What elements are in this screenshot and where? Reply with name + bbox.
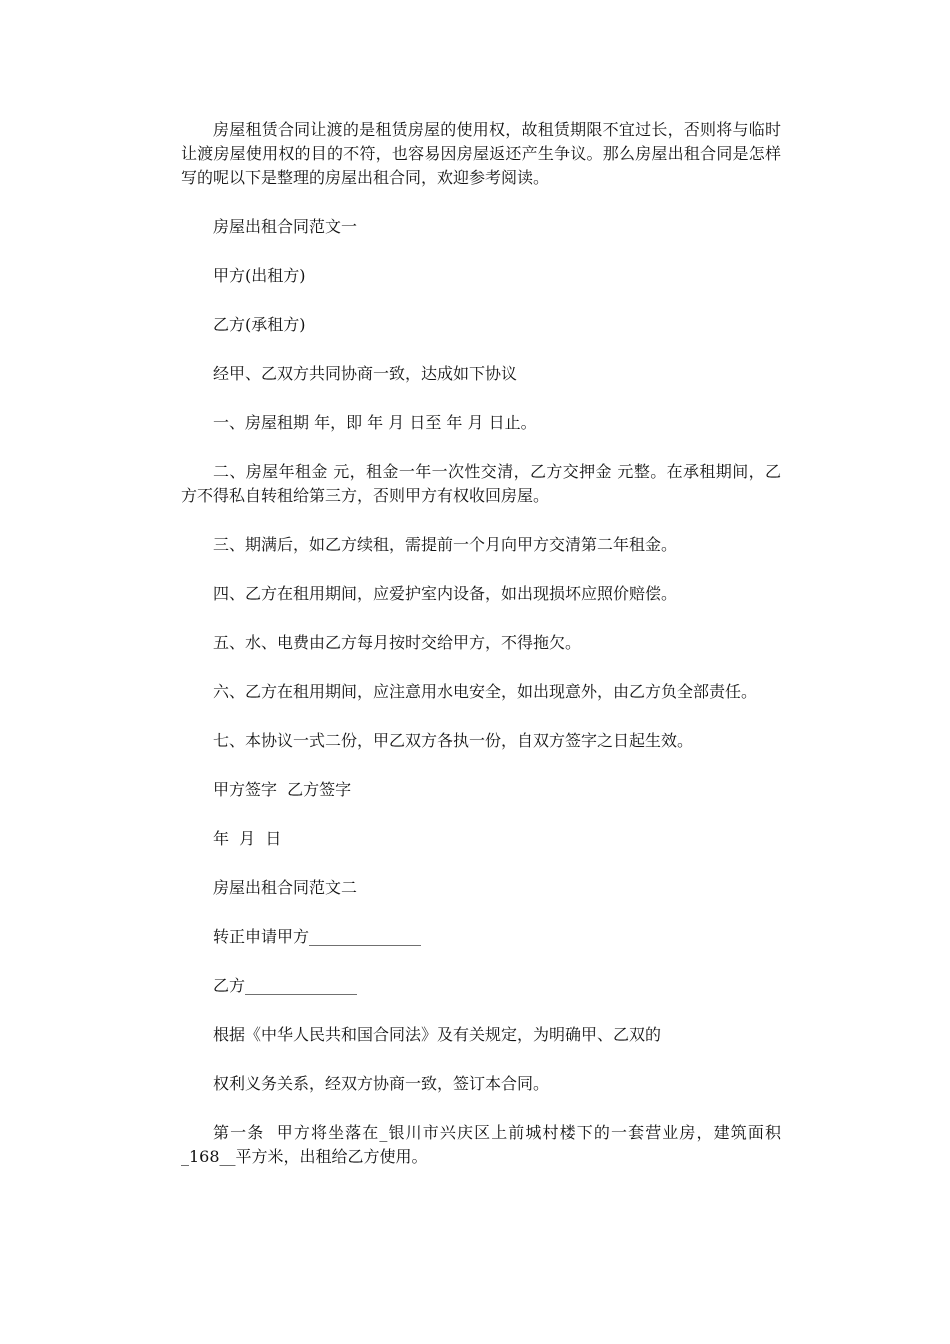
party-b-line: 乙方(承租方) bbox=[213, 315, 306, 334]
clause-seven: 七、本协议一式二份，甲乙双方各执一份，自双方签字之日起生效。 bbox=[213, 731, 694, 750]
intro-paragraph: 房屋租赁合同让渡的是租赁房屋的使用权，故租赁期限不宜过长，否则将与临时让渡房屋使用权的目的不符，也容易因房屋返还产生争议。那么房屋出租合同是怎样写的呢以下是整理的房屋出租合同，欢迎参考阅读。 bbox=[181, 120, 781, 187]
signature-line: 甲方签字 乙方签字 bbox=[213, 780, 352, 799]
party-b-fill-line: 乙方______________ bbox=[213, 976, 358, 995]
section-heading-sample-two: 房屋出租合同范文二 bbox=[213, 878, 358, 897]
party-a-line: 甲方(出租方) bbox=[213, 266, 306, 285]
legal-basis-line: 根据《中华人民共和国合同法》及有关规定，为明确甲、乙双的 bbox=[213, 1025, 662, 1044]
clause-one: 一、房屋租期 年，即 年 月 日至 年 月 日止。 bbox=[213, 413, 537, 432]
party-a-fill-line: 转正申请甲方______________ bbox=[213, 927, 422, 946]
contract-purpose-line: 权利义务关系，经双方协商一致，签订本合同。 bbox=[213, 1074, 550, 1093]
article-one: 第一条 甲方将坐落在_银川市兴庆区上前城村楼下的一套营业房，建筑面积_168__平方米，出租给乙方使用。 bbox=[181, 1123, 781, 1166]
clause-six: 六、乙方在租用期间，应注意用水电安全，如出现意外，由乙方负全部责任。 bbox=[213, 682, 758, 701]
document-page bbox=[181, 118, 781, 1194]
date-line: 年 月 日 bbox=[213, 829, 282, 848]
agreement-preamble: 经甲、乙双方共同协商一致，达成如下协议 bbox=[213, 364, 518, 383]
clause-five: 五、水、电费由乙方每月按时交给甲方，不得拖欠。 bbox=[213, 633, 582, 652]
clause-three: 三、期满后，如乙方续租，需提前一个月向甲方交清第二年租金。 bbox=[213, 535, 678, 554]
clause-four: 四、乙方在租用期间，应爱护室内设备，如出现损坏应照价赔偿。 bbox=[213, 584, 678, 603]
clause-two: 二、房屋年租金 元，租金一年一次性交清，乙方交押金 元整。在承租期间，乙方不得私自转租给第三方，否则甲方有权收回房屋。 bbox=[181, 462, 781, 505]
section-heading-sample-one: 房屋出租合同范文一 bbox=[213, 217, 358, 236]
